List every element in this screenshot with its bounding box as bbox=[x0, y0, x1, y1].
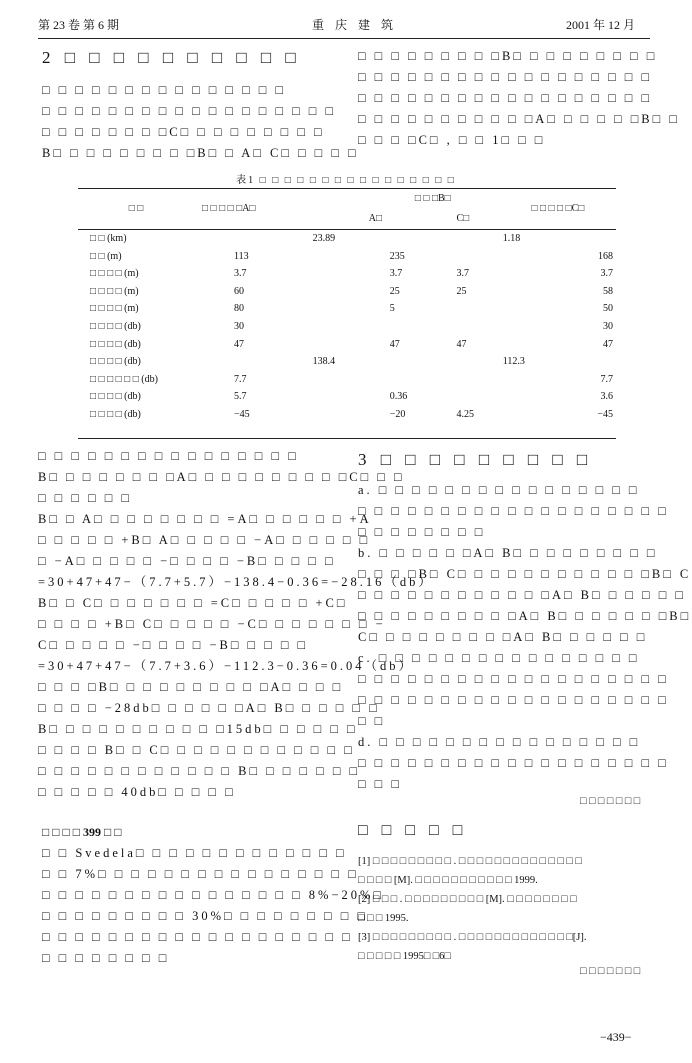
table-row bbox=[78, 248, 616, 266]
table-cell: 138.4 bbox=[312, 356, 336, 368]
table-cell: 47 bbox=[389, 338, 400, 350]
text-line: □ □ □ □ +B□ C□ □ □ □ □ −C□ □ □ □ □ □ □ − bbox=[38, 617, 386, 631]
table-cell bbox=[310, 406, 366, 424]
table-row bbox=[78, 353, 616, 371]
table-row bbox=[78, 265, 616, 283]
header-journal: 重 庆 建 筑 bbox=[312, 18, 398, 32]
table-cell bbox=[366, 353, 454, 371]
text-line: B□ □ A□ □ □ □ □ □ □ □ =A□ □ □ □ □ □ +A bbox=[38, 512, 372, 526]
text-line: =30+47+47−（7.7+5.7）−138.4−0.36=−28.16（db） bbox=[38, 575, 434, 589]
text-line: □ □ □ □ □ □ □ □ □ □ □ □ □ □ □ □ □ □ □ bbox=[42, 930, 353, 944]
text-line: □ □ □ □ □ □ □ □ □ 30%□ □ □ □ □ □ □ □ □ bbox=[42, 909, 368, 923]
table-cell bbox=[366, 318, 454, 336]
table-cell: 47 bbox=[234, 338, 244, 350]
table-row bbox=[78, 336, 616, 354]
header-volume: 第 23 卷 第 6 期 bbox=[38, 18, 120, 32]
text-line: □ □ □ □ □ □ □ □ □ □A□ B□ □ □ □ □ □ □B□ bbox=[358, 609, 692, 623]
table-row bbox=[78, 318, 616, 336]
table-cell: 235 bbox=[389, 250, 405, 262]
text-line: □ □ □ □ □ □ □ □ □ □ □ □ □ □ □ □ □ □ □ bbox=[358, 693, 669, 707]
table-cell bbox=[310, 248, 366, 266]
table-header-a: □ □ □ □ □A□ bbox=[202, 203, 256, 214]
table-cell bbox=[500, 265, 566, 283]
table-cell bbox=[565, 230, 616, 248]
text-line: □ □ □ bbox=[358, 777, 402, 791]
table-header-b-c: C□ bbox=[456, 213, 470, 224]
table-cell: 47 bbox=[603, 338, 613, 350]
table-cell: 7.7 bbox=[234, 373, 247, 385]
table-cell bbox=[310, 371, 366, 389]
table-cell: 80 bbox=[234, 303, 244, 315]
table-cell bbox=[500, 336, 566, 354]
text-line: d. □ □ □ □ □ □ □ □ □ □ □ □ □ □ □ □ bbox=[358, 735, 641, 749]
text-line: □ □ □ □ □ □ □ □ □ □ □ □ □ □ □ □ 8%−20%□ bbox=[42, 888, 384, 902]
text-line: □ □ □ □B□ □ □ □ □ □ □ □ □ □A□ □ □ □ bbox=[38, 680, 344, 694]
table-cell: 50 bbox=[603, 303, 613, 315]
table-cell bbox=[310, 265, 366, 283]
table-cell bbox=[194, 353, 310, 371]
table-row bbox=[78, 388, 616, 406]
text-line: □ □ □ □ □ □ bbox=[38, 491, 132, 505]
table-caption: 表1 □ □ □ □ □ □ □ □ □ □ □ □ □ □ □ □ bbox=[236, 175, 456, 186]
data-table bbox=[78, 188, 616, 424]
table-row bbox=[78, 406, 616, 424]
table-cell: 4.25 bbox=[456, 408, 474, 420]
table-cell: 1.18 bbox=[502, 233, 521, 244]
table-cell: 30 bbox=[603, 320, 613, 332]
table-cell: 0.36 bbox=[389, 391, 408, 403]
continuation-heading: □ □ □ □ 399 □ □ bbox=[42, 825, 122, 839]
table-row-label: □ □ □ □ (db) bbox=[90, 408, 141, 420]
continuation-paragraph bbox=[42, 843, 384, 969]
table-header-item: □ □ bbox=[128, 203, 144, 214]
text-line: C□ □ □ □ □ −□ □ □ □ −B□ □ □ □ □ bbox=[38, 638, 309, 652]
table-row bbox=[78, 283, 616, 301]
text-line: □ □ □ □ □ +B□ A□ □ □ □ □ −A□ □ □ □ □ □ bbox=[38, 533, 371, 547]
table-cell bbox=[310, 318, 366, 336]
text-line: B□ □ C□ □ □ □ □ □ □ =C□ □ □ □ □ +C□ bbox=[38, 596, 348, 610]
reference-line: [2] □ □ □ . □ □ □ □ □ □ □ □ □ [M]. □ □ □ □ □ □ □ □ bbox=[358, 894, 577, 905]
text-line: B□ □ □ □ □ □ □ □A□ □ □ □ □ □ □ □ □ □C□ □ □ bbox=[38, 470, 405, 484]
references-heading: □ □ □ □ □ bbox=[358, 822, 468, 839]
section-2-right-paragraph: □ □ □ □ □ □ □ □ □B□ □ □ □ □ □ □ □ □ □ □ □ □ □ □ □ □ □ □ □ □ □ □ □ □ □ □ □ □ □ □ □ □ □ □ □ □ □ □ □ □ □ □ □ □ □ □ □ □ □ □ □ □ □ □ □A□ □ □ □ □ □B□ □ □ □ □ □C□ , □ □ 1□ □ □ bbox=[358, 49, 680, 147]
table-cell bbox=[500, 300, 566, 318]
table-row bbox=[78, 300, 616, 318]
table-cell: 7.7 bbox=[600, 373, 613, 385]
table-cell: 30 bbox=[234, 320, 244, 332]
text-line: □ □ □ □ □ □ □ □ □ □ □ □ □ □ □ □ □ □ □ bbox=[358, 756, 669, 770]
table-cell bbox=[500, 248, 566, 266]
table-row-label: □ □ (m) bbox=[90, 250, 122, 262]
table-cell bbox=[453, 300, 499, 318]
table-cell: −45 bbox=[597, 408, 613, 420]
table-cell: 5 bbox=[389, 303, 395, 315]
section-3-heading: 3 □ □ □ □ □ □ □ □ □ bbox=[358, 450, 593, 469]
table-cell: 3.7 bbox=[600, 268, 613, 280]
table-cell bbox=[310, 336, 366, 354]
text-line: □ □ bbox=[358, 714, 386, 728]
text-line: =30+47+47−（7.7+3.6）−112.3−0.36=0.04（db） bbox=[38, 659, 415, 673]
text-line: □ □ Svedela□ □ □ □ □ □ □ □ □ □ □ □ □ bbox=[42, 846, 347, 860]
text-line: □ □ 7%□ □ □ □ □ □ □ □ □ □ □ □ □ □ □ □ bbox=[42, 867, 359, 881]
table-header-b: □ □ □B□ bbox=[414, 193, 451, 204]
table-cell: 58 bbox=[603, 285, 613, 297]
table-header-c: □ □ □ □ □C□ bbox=[531, 203, 585, 214]
text-line: □ □ □ □B□ C□ □ □ □ □ □ □ □ □ □ □ □B□ C bbox=[358, 567, 692, 581]
table-row bbox=[78, 371, 616, 389]
section-2-left-paragraph: □ □ □ □ □ □ □ □ □ □ □ □ □ □ □ □ □ □ □ □ □ □ □ □ □ □ □ □ □ □ □ □ □ □ □ □ □ □ □ □ □C□ □ □ □ □ □ □ □ □ B□ □ □ □ □ □ □ □ □B□ □ A□ C□ □ □ □ □ bbox=[42, 83, 359, 160]
header-date: 2001 年 12 月 bbox=[566, 18, 636, 32]
reference-line: [1] □ □ □ □ □ □ □ □ □ . □ □ □ □ □ □ □ □ □ □ □ □ □ □ bbox=[358, 856, 582, 867]
table-cell: 25 bbox=[389, 285, 400, 297]
table-cell bbox=[500, 388, 566, 406]
references-list bbox=[358, 852, 586, 966]
text-line: □ □ □ □ □ □ □ □ □ □ □ □ □ □ □ □ □ □ □ bbox=[358, 672, 669, 686]
references-signoff: □ □ □ □ □ □ □ bbox=[580, 966, 641, 977]
continuation-page-ref: 399 bbox=[83, 825, 101, 839]
text-line: □ □ □ □ □ □ □ □ □ □ □ □ B□ □ □ □ □ □ □ bbox=[38, 764, 361, 778]
text-line: □ □ □ □ B□ □ C□ □ □ □ □ □ □ □ □ □ □ □ bbox=[38, 743, 355, 757]
table-cell: −20 bbox=[389, 408, 406, 420]
table-cell bbox=[366, 371, 454, 389]
section-3-signoff: □ □ □ □ □ □ □ bbox=[580, 796, 641, 807]
table-row bbox=[78, 230, 616, 248]
table-row-label: □ □ □ □ (m) bbox=[90, 285, 139, 297]
table-cell bbox=[453, 318, 499, 336]
text-line: □ −A□ □ □ □ □ −□ □ □ □ −B□ □ □ □ □ bbox=[38, 554, 336, 568]
table-row-label: □ □ □ □ □ □ (db) bbox=[90, 373, 158, 385]
table-row-label: □ □ (km) bbox=[90, 233, 127, 244]
table-row-label: □ □ □ □ (db) bbox=[90, 338, 141, 350]
text-line: □ □ □ □ □ □ □ □ □ □ □ □ □ □ □ □ bbox=[38, 449, 299, 463]
table-cell: 112.3 bbox=[502, 356, 525, 368]
header-rule bbox=[38, 38, 650, 39]
section-3-paragraph bbox=[358, 480, 691, 795]
text-line: a. □ □ □ □ □ □ □ □ □ □ □ □ □ □ □ □ bbox=[358, 483, 640, 497]
table-cell bbox=[310, 388, 366, 406]
reference-line: □ □ □ □ [M]. □ □ □ □ □ □ □ □ □ □ □ 1999. bbox=[358, 875, 538, 886]
text-line: □ □ □ □ □ □ □ □ bbox=[42, 951, 170, 965]
text-line: □ □ □ □ □ □ □ □ □ □ □ □ □ □ □ □ □ □ □ bbox=[358, 504, 669, 518]
table-cell bbox=[453, 388, 499, 406]
table-cell bbox=[453, 371, 499, 389]
table-row-label: □ □ □ □ (db) bbox=[90, 356, 141, 368]
table-cell bbox=[500, 406, 566, 424]
table-cell bbox=[500, 283, 566, 301]
table-cell: 3.7 bbox=[234, 268, 247, 280]
text-line: C□ □ □ □ □ □ □ □ □A□ B□ □ □ □ □ □ bbox=[358, 630, 648, 644]
text-line: B□ □ □ □ □ □ □ □ □ □ □15db□ □ □ □ □ □ bbox=[38, 722, 358, 736]
table-cell bbox=[453, 248, 499, 266]
text-line: □ □ □ □ □ □ □ □ □ □ □ □A□ B□ □ □ □ □ □ bbox=[358, 588, 686, 602]
text-line: □ □ □ □ □ □ □ □ bbox=[358, 525, 486, 539]
table-cell: 168 bbox=[598, 250, 613, 262]
table-row-label: □ □ □ □ (m) bbox=[90, 268, 139, 280]
table-row-label: □ □ □ □ (m) bbox=[90, 303, 139, 315]
table-cell: 60 bbox=[234, 285, 244, 297]
table-row-label: □ □ □ □ (db) bbox=[90, 391, 141, 403]
table-cell: 47 bbox=[456, 338, 467, 350]
table-cell bbox=[500, 371, 566, 389]
table-cell bbox=[310, 283, 366, 301]
reference-line: [3] □ □ □ □ □ □ □ □ □ . □ □ □ □ □ □ □ □ □ □ □ □ □[J]. bbox=[358, 932, 587, 943]
table-cell: 3.7 bbox=[389, 268, 403, 280]
table-cell bbox=[194, 230, 310, 248]
table-cell: 3.7 bbox=[456, 268, 469, 280]
table-cell bbox=[565, 353, 616, 371]
text-line: c. □ □ □ □ □ □ □ □ □ □ □ □ □ □ □ □ bbox=[358, 651, 640, 665]
table-row-label: □ □ □ □ (db) bbox=[90, 320, 141, 332]
table-cell bbox=[500, 318, 566, 336]
page-number: −439− bbox=[600, 1030, 632, 1044]
section-2-heading: 2 □ □ □ □ □ □ □ □ □ □ bbox=[42, 48, 301, 67]
table-cell bbox=[366, 230, 454, 248]
table-cell: 3.6 bbox=[600, 391, 613, 403]
table-cell: 5.7 bbox=[234, 391, 247, 403]
table-cell: 23.89 bbox=[312, 233, 336, 244]
table-header-b-a: A□ bbox=[368, 213, 383, 224]
table-cell: −45 bbox=[234, 408, 250, 420]
text-line: □ □ □ □ □ 40db□ □ □ □ □ bbox=[38, 785, 236, 799]
table-cell bbox=[453, 353, 499, 371]
table-cell: 25 bbox=[456, 285, 467, 297]
table-bottom-rule bbox=[78, 438, 616, 439]
table-cell bbox=[453, 230, 499, 248]
reference-line: □ □ □ □ □ 1995□ □6□ bbox=[358, 951, 451, 962]
table-cell: 113 bbox=[234, 250, 249, 262]
text-line: □ □ □ □ −28db□ □ □ □ □ □A□ B□ □ □ □ □ □ bbox=[38, 701, 380, 715]
text-line: b. □ □ □ □ □ □A□ B□ □ □ □ □ □ □ □ □ bbox=[358, 546, 658, 560]
reference-line: □ □ □ 1995. bbox=[358, 913, 409, 924]
table-cell bbox=[310, 300, 366, 318]
